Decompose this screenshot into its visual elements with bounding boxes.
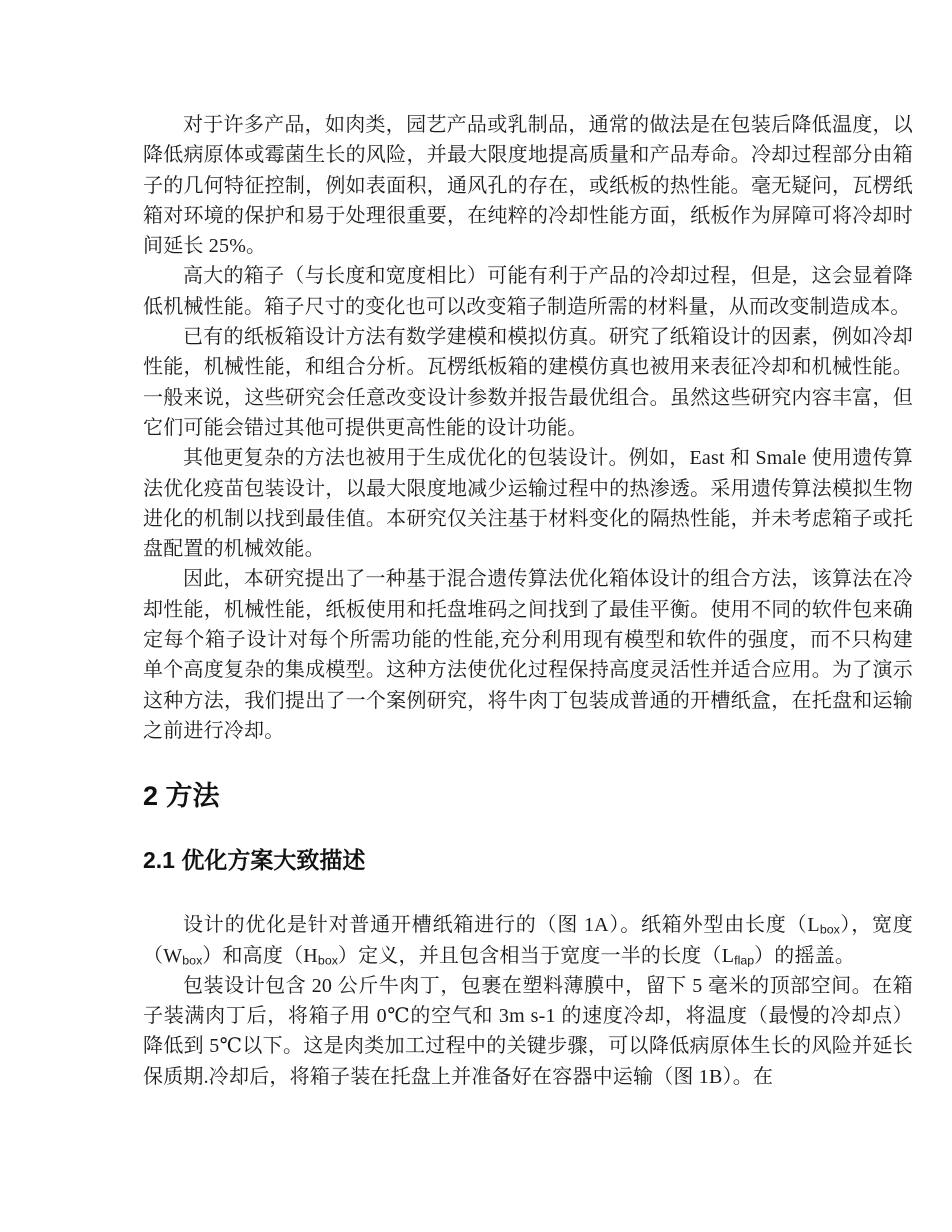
subscript: box bbox=[819, 922, 840, 937]
paragraph-genetic-algorithms: 其他更复杂的方法也被用于生成优化的包装设计。例如，East 和 Smale 使用遗传算法优化疫苗包装设计，以最大限度地减少运输过程中的热渗透。采用遗传算法模拟生物进化的机制以找到最佳值。本研究仅关注基于材料变化的隔热性能，并未考虑箱子或托盘配置的机械效能。 bbox=[143, 447, 913, 561]
paragraph-cooling-intro: 对于许多产品，如肉类，园艺产品或乳制品，通常的做法是在包装后降低温度，以降低病原体或霉菌生长的风险，并最大限度地提高质量和产品寿命。冷却过程部分由箱子的几何特征控制，例如表面积，通风孔的存在，或纸板的热性能。毫无疑问，瓦楞纸箱对环境的保护和易于处理很重要，在纯粹的冷却性能方面，纸板作为屏障可将冷却时间延长 25%。 bbox=[143, 114, 913, 258]
subscript: box bbox=[182, 953, 203, 968]
paragraph-box-size: 高大的箱子（与长度和宽度相比）可能有利于产品的冷却过程，但是，这会显着降低机械性能。箱子尺寸的变化也可以改变箱子制造所需的材料量，从而改变制造成本。 bbox=[143, 265, 913, 318]
paragraph-existing-methods: 已有的纸板箱设计方法有数学建模和模拟仿真。研究了纸箱设计的因素，例如冷却性能，机械性能，和组合分析。瓦楞纸板箱的建模仿真也被用来表征冷却和机械性能。一般来说，这些研究会任意改变设计参数并报告最优组合。虽然这些研究内容丰富，但它们可能会错过其他可提供更高性能的设计功能。 bbox=[143, 326, 913, 439]
document-body bbox=[143, 110, 913, 1092]
subscript: flap bbox=[734, 953, 755, 968]
paragraph-proposed-method: 因此，本研究提出了一种基于混合遗传算法优化箱体设计的组合方法，该算法在冷却性能，机械性能，纸板使用和托盘堆码之间找到了最佳平衡。使用不同的软件包来确定每个箱子设计对每个所需功能的性能,充分利用现有模型和软件的强度，而不只构建单个高度复杂的集成模型。这种方法使优化过程保持高度灵活性并适合应用。为了演示这种方法，我们提出了一个案例研究，将牛肉丁包装成普通的开槽纸盒，在托盘和运输之前进行冷却。 bbox=[143, 568, 913, 742]
paragraph-box-design-definition: 设计的优化是针对普通开槽纸箱进行的（图 1A）。纸箱外型由长度$(L_{box})$，宽度$(W_{box})$和高度$(H_{box})$定义，并且包含相当于宽度一半的长度$(L_{flap})$的摇盖。 bbox=[143, 914, 913, 968]
subsection-heading-optimization-overview: 2.1 优化方案大致描述 bbox=[143, 847, 366, 874]
section-heading-methods: 2 方法 bbox=[143, 781, 220, 812]
paragraph-packaging-case: 包装设计包含 20 公斤牛肉丁，包裹在塑料薄膜中，留下 5 毫米的顶部空间。在箱子装满肉丁后，将箱子用 0℃的空气和 3m s-1 的速度冷却，将温度（最慢的冷却点）降低到 5℃以下。这是肉类加工过程中的关键步骤，可以降低病原体生长的风险并延长保质期.冷却后，将箱子装在托盘上并准备好在容器中运输（图 1B）。在 bbox=[143, 974, 913, 1088]
subscript: box bbox=[317, 953, 338, 968]
